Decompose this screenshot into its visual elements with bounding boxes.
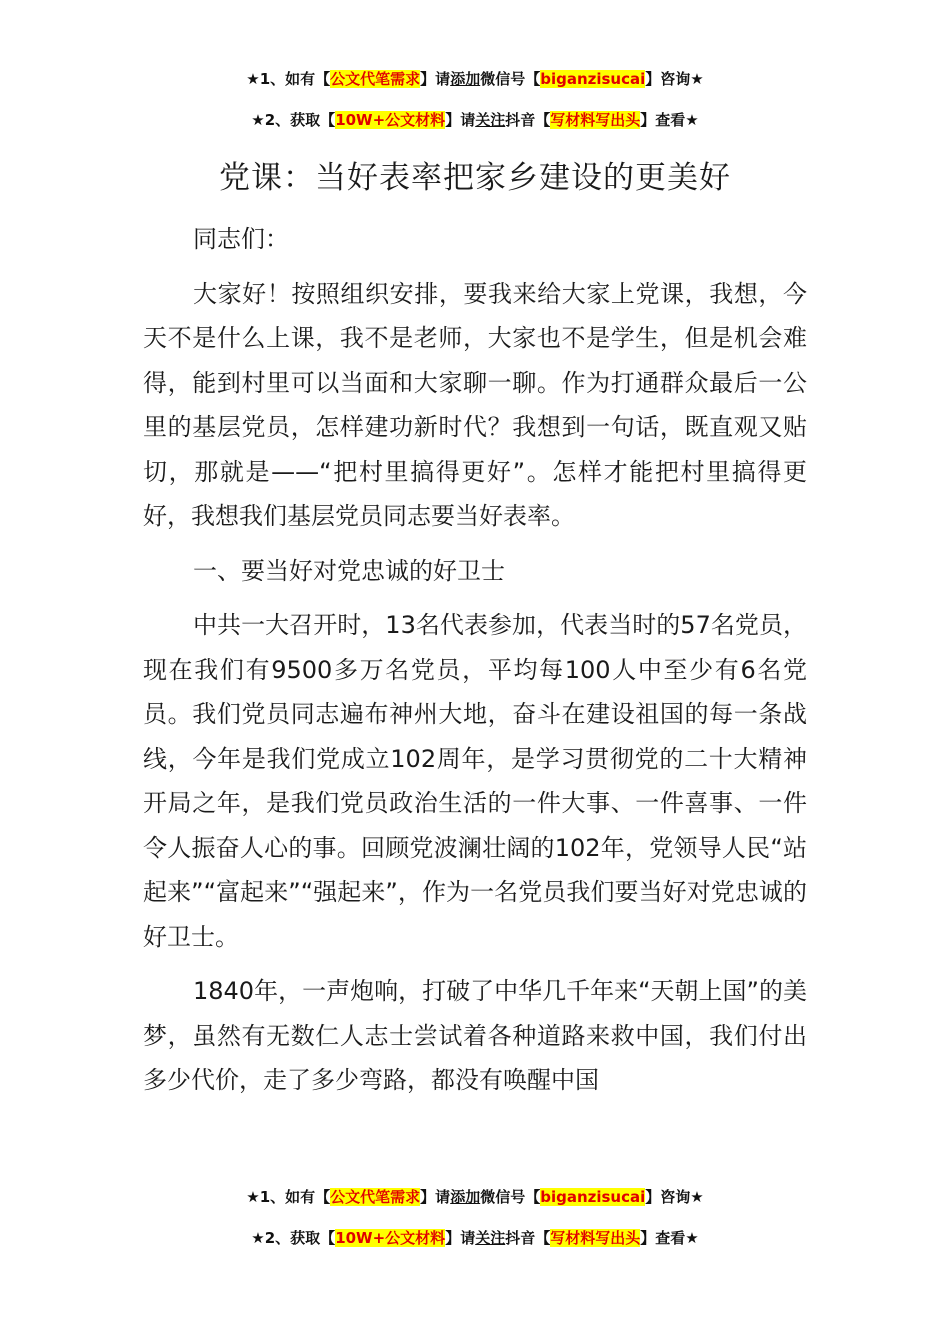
- highlight-service: 公文代笔需求: [330, 1188, 421, 1206]
- highlight-materials: 10W+公文材料: [335, 111, 446, 129]
- highlight-wechat-id: biganzisucai: [540, 70, 646, 88]
- section-heading: 一、要当好对党忠诚的好卫士: [193, 556, 505, 585]
- body-paragraph: 1840年，一声炮响，打破了中华几千年来“天朝上国”的美梦，虽然有无数仁人志士尝试着各种道路来救中国，我们付出多少代价，走了多少弯路，都没有唤醒中国: [143, 977, 807, 1094]
- highlight-materials: 10W+公文材料: [335, 1229, 446, 1247]
- highlight-douyin-account: 写材料写出头: [550, 1229, 641, 1247]
- footer-promo-line-1: ★1、如有【公文代笔需求】请添加微信号【biganzisucai】咨询★: [246, 1188, 704, 1206]
- header-promo-line-1: ★1、如有【公文代笔需求】请添加微信号【biganzisucai】咨询★: [246, 70, 704, 88]
- star-icon: ★: [251, 1229, 265, 1247]
- highlight-douyin-account: 写材料写出头: [550, 111, 641, 129]
- body-paragraph: 大家好！按照组织安排，要我来给大家上党课，我想，今天不是什么上课，我不是老师，大家也不是学生，但是机会难得，能到村里可以当面和大家聊一聊。作为打通群众最后一公里的基层党员，怎样建功新时代？我想到一句话，既直观又贴切，那就是——“把村里搞得更好”。怎样才能把村里搞得更好，我想我们基层党员同志要当好表率。: [143, 279, 807, 530]
- document-body: [143, 217, 807, 1103]
- footer-promo-line-2: ★2、获取【10W+公文材料】请关注抖音【写材料写出头】查看★: [251, 1229, 699, 1247]
- body-paragraph: 中共一大召开时，13名代表参加，代表当时的57名党员，现在我们有9500多万名党员，平均每100人中至少有6名党员。我们党员同志遍布神州大地，奋斗在建设祖国的每一条战线，今年是我们党成立102周年，是学习贯彻党的二十大精神开局之年，是我们党员政治生活的一件大事、一件喜事、一件令人振奋人心的事。回顾党波澜壮阔的102年，党领导人民“站起来”“富起来”“强起来”，作为一名党员我们要当好对党忠诚的好卫士。: [143, 611, 807, 951]
- salutation: 同志们：: [193, 225, 289, 253]
- star-icon: ★: [246, 70, 260, 88]
- document-title: 党课：当好表率把家乡建设的更美好: [219, 160, 731, 196]
- highlight-service: 公文代笔需求: [330, 70, 421, 88]
- highlight-wechat-id: biganzisucai: [540, 1188, 646, 1206]
- star-icon: ★: [246, 1188, 260, 1206]
- header-promo-line-2: ★2、获取【10W+公文材料】请关注抖音【写材料写出头】查看★: [251, 111, 699, 129]
- star-icon: ★: [251, 111, 265, 129]
